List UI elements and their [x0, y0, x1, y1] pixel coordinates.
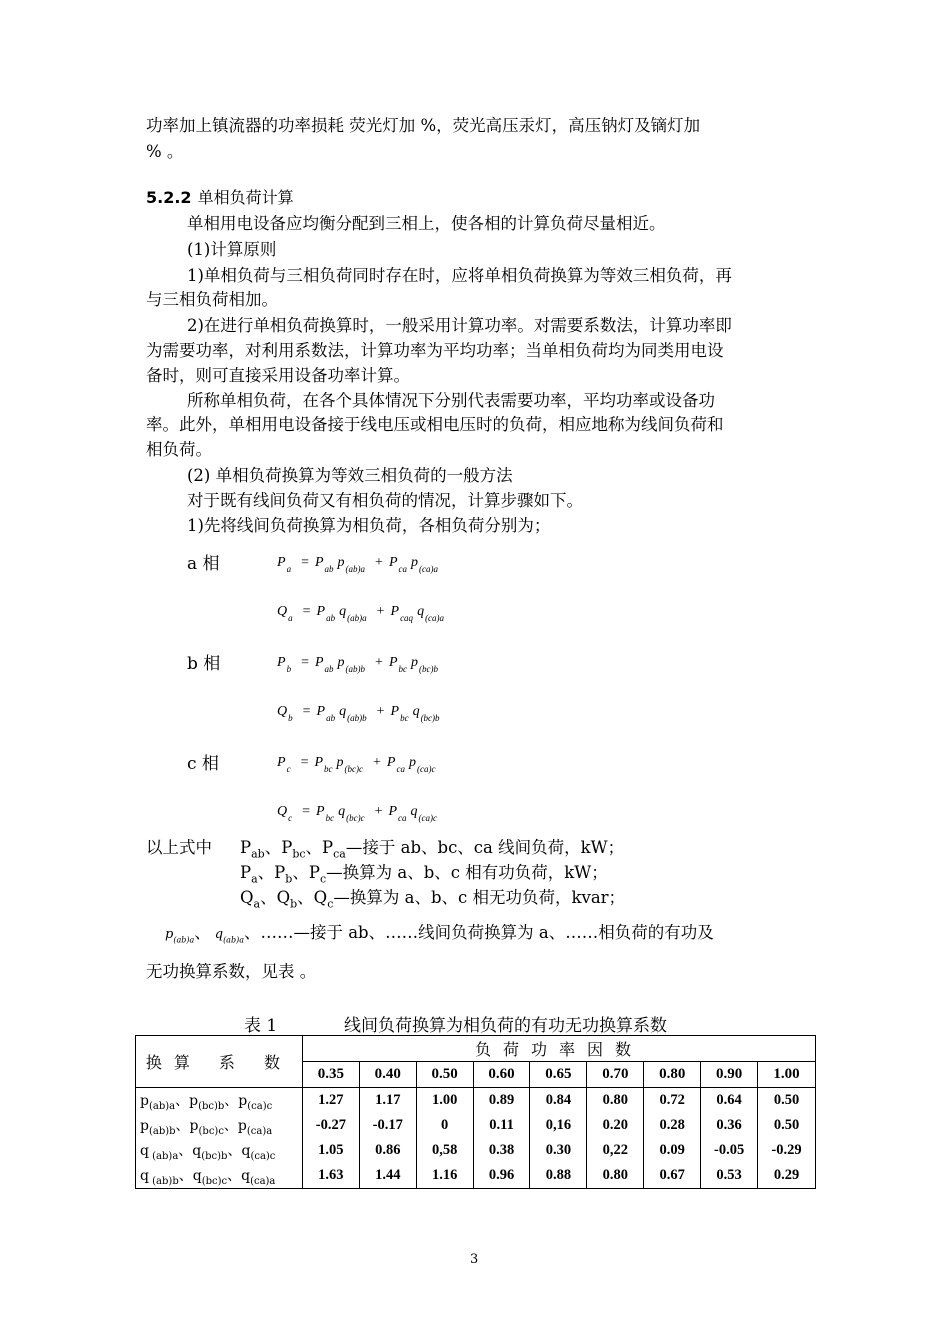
- para-3a: 1)单相负荷与三相负荷同时存在时，应将单相负荷换算为等效三相负荷，再: [187, 266, 732, 285]
- table-cell: 1.44: [359, 1163, 416, 1189]
- intro-line-1: 功率加上镇流器的功率损耗 荧光灯加 %，荧光高压汞灯，高压钠灯及镝灯加: [146, 116, 701, 135]
- table-cell: 0.50: [758, 1113, 816, 1138]
- section-number: 5.2.2: [146, 188, 192, 207]
- table-cell: 0.80: [587, 1088, 644, 1114]
- power-factor-cell: 0.90: [701, 1062, 758, 1088]
- power-factor-cell: 0.70: [587, 1062, 644, 1088]
- power-factor-cell: 0.35: [302, 1062, 359, 1088]
- phase-a-label: a 相: [187, 554, 220, 574]
- formula-pb: $P_b = P_{ab}$ $p_{(ab)b} + P_{bc}$ $p_{(bc)b}$: [277, 655, 438, 674]
- table-cell: 0.80: [587, 1163, 644, 1189]
- table-cell: 0.96: [473, 1163, 530, 1189]
- table-caption-title: 线间负荷换算为相负荷的有功无功换算系数: [344, 1016, 667, 1036]
- section-title: 单相负荷计算: [197, 188, 294, 207]
- table-cell: 1.63: [302, 1163, 359, 1189]
- para-2: (1)计算原则: [187, 240, 277, 259]
- table-cell: 0.53: [701, 1163, 758, 1189]
- table-left-header: 换算 系 数: [136, 1036, 303, 1088]
- section-heading: [146, 186, 294, 210]
- power-factor-cell: 0.60: [473, 1062, 530, 1088]
- formula-pc: $P_c = P_{bc}$ $p_{(bc)c} + P_{ca}$ $p_{(ca)c}$: [277, 755, 436, 774]
- formula-qb: $Q_b = P_{ab}$ $q_{(ab)b} + P_{bc}$ $q_{(bc)b}$: [277, 704, 440, 723]
- table-cell: 0.88: [530, 1163, 587, 1189]
- table-cell: 0,22: [587, 1138, 644, 1163]
- table-cell: 0,58: [416, 1138, 473, 1163]
- table-cell: 0.11: [473, 1113, 530, 1138]
- table-caption-number: 表 1: [244, 1016, 278, 1036]
- para-1: 单相用电设备应均衡分配到三相上，使各相的计算负荷尽量相近。: [187, 214, 666, 233]
- intro-line-2: % 。: [146, 142, 184, 161]
- table-cell: 0,16: [530, 1113, 587, 1138]
- table-row: [136, 1163, 816, 1189]
- row-label: $p_{(ab)b}$、$p_{(bc)c}$、$p_{(ca)a}$: [136, 1113, 303, 1138]
- table-cell: 0.20: [587, 1113, 644, 1138]
- page-number: 3: [470, 1252, 479, 1267]
- power-factor-cell: 0.80: [644, 1062, 701, 1088]
- table-cell: 0.38: [473, 1138, 530, 1163]
- table-cell: 1.27: [302, 1088, 359, 1114]
- table-cell: 1.00: [416, 1088, 473, 1114]
- table-cell: 1.05: [302, 1138, 359, 1163]
- formula-qa: $Q_a = P_{ab}$ $q_{(ab)a} + P_{caq}$ $q_{(ca)a}$: [277, 604, 445, 623]
- table-cell: 0.67: [644, 1163, 701, 1189]
- coefficient-table: [135, 1035, 816, 1189]
- para-4a: 2)在进行单相负荷换算时，一般采用计算功率。对需要系数法，计算功率即: [187, 316, 732, 335]
- table-cell: 0.29: [758, 1163, 816, 1189]
- table-cell: 0.36: [701, 1113, 758, 1138]
- formula-qc: $Q_c = P_{bc}$ $q_{(bc)c} + P_{ca}$ $q_{(ca)c}$: [277, 804, 438, 823]
- table-cell: 0.28: [644, 1113, 701, 1138]
- table-cell: 0.72: [644, 1088, 701, 1114]
- para-5b: 率。此外，单相用电设备接于线电压或相电压时的负荷，相应地称为线间负荷和: [146, 415, 724, 434]
- power-factor-cell: 0.40: [359, 1062, 416, 1088]
- table-cell: 0.89: [473, 1088, 530, 1114]
- table-cell: -0.17: [359, 1113, 416, 1138]
- para-4b: 为需要功率，对利用系数法，计算功率为平均功率；当单相负荷均为同类用电设: [146, 341, 724, 360]
- legend-row-4: $p_{(ab)a}$、 $q_{(ab)a}$、……—接于 ab、……线间负荷换算为 a、……相负荷的有功及: [165, 923, 714, 945]
- table-row: [136, 1088, 816, 1114]
- table-cell: 0.30: [530, 1138, 587, 1163]
- power-factor-cell: 0.65: [530, 1062, 587, 1088]
- power-factor-cell: 0.50: [416, 1062, 473, 1088]
- table-cell: -0.27: [302, 1113, 359, 1138]
- row-label: $p_{(ab)a}$、$p_{(bc)b}$、$p_{(ca)c}$: [136, 1088, 303, 1114]
- table-cell: 1.16: [416, 1163, 473, 1189]
- legend-row-3: $Q_a$、$Q_b$、$Q_c—$换算为 a、b、c 相无功负荷，kvar；: [240, 888, 626, 911]
- table-cell: 0.64: [701, 1088, 758, 1114]
- formula-pa: $P_a = P_{ab}$ $p_{(ab)a} + P_{ca}$ $p_{(ca)a}$: [277, 555, 438, 574]
- table-cell: -0.05: [701, 1138, 758, 1163]
- table-cell: -0.29: [758, 1138, 816, 1163]
- para-4c: 备时，则可直接采用设备功率计算。: [146, 366, 410, 385]
- table-row: [136, 1138, 816, 1163]
- table-row: [136, 1113, 816, 1138]
- table-cell: 0.50: [758, 1088, 816, 1114]
- table-cell: 1.17: [359, 1088, 416, 1114]
- phase-b-label: b 相: [187, 654, 221, 674]
- table-cell: 0.09: [644, 1138, 701, 1163]
- table-cell: 0: [416, 1113, 473, 1138]
- legend-row-2: $P_a$、$P_b$、$P_c—$换算为 a、b、c 相有功负荷，kW；: [240, 863, 608, 886]
- row-label: q $_{(ab)a}$、$q_{(bc)b}$、$q_{(ca)c}$: [136, 1138, 303, 1163]
- para-8: 1)先将线间负荷换算为相负荷，各相负荷分别为；: [187, 516, 551, 535]
- para-5a: 所称单相负荷，在各个具体情况下分别代表需要功率，平均功率或设备功: [187, 391, 715, 410]
- table-top-header: 负荷功率因数: [302, 1036, 815, 1062]
- para-5c: 相负荷。: [146, 440, 212, 459]
- legend-prefix: 以上式中: [146, 838, 212, 857]
- legend-row-1: $P_{ab}$、$P_{bc}$、$P_{ca}—$接于 ab、bc、ca 线间负荷，kW；: [240, 838, 625, 861]
- para-7: 对于既有线间负荷又有相负荷的情况，计算步骤如下。: [187, 491, 583, 510]
- table-cell: 0.86: [359, 1138, 416, 1163]
- row-label: q $_{(ab)b}$、$q_{(bc)c}$、$q_{(ca)a}$: [136, 1163, 303, 1189]
- table-cell: 0.84: [530, 1088, 587, 1114]
- phase-c-label: c 相: [187, 754, 219, 774]
- para-3b: 与三相负荷相加。: [146, 290, 278, 309]
- power-factor-cell: 1.00: [758, 1062, 816, 1088]
- legend-row-5: 无功换算系数，见表 。: [146, 962, 317, 981]
- para-6: (2) 单相负荷换算为等效三相负荷的一般方法: [187, 466, 513, 485]
